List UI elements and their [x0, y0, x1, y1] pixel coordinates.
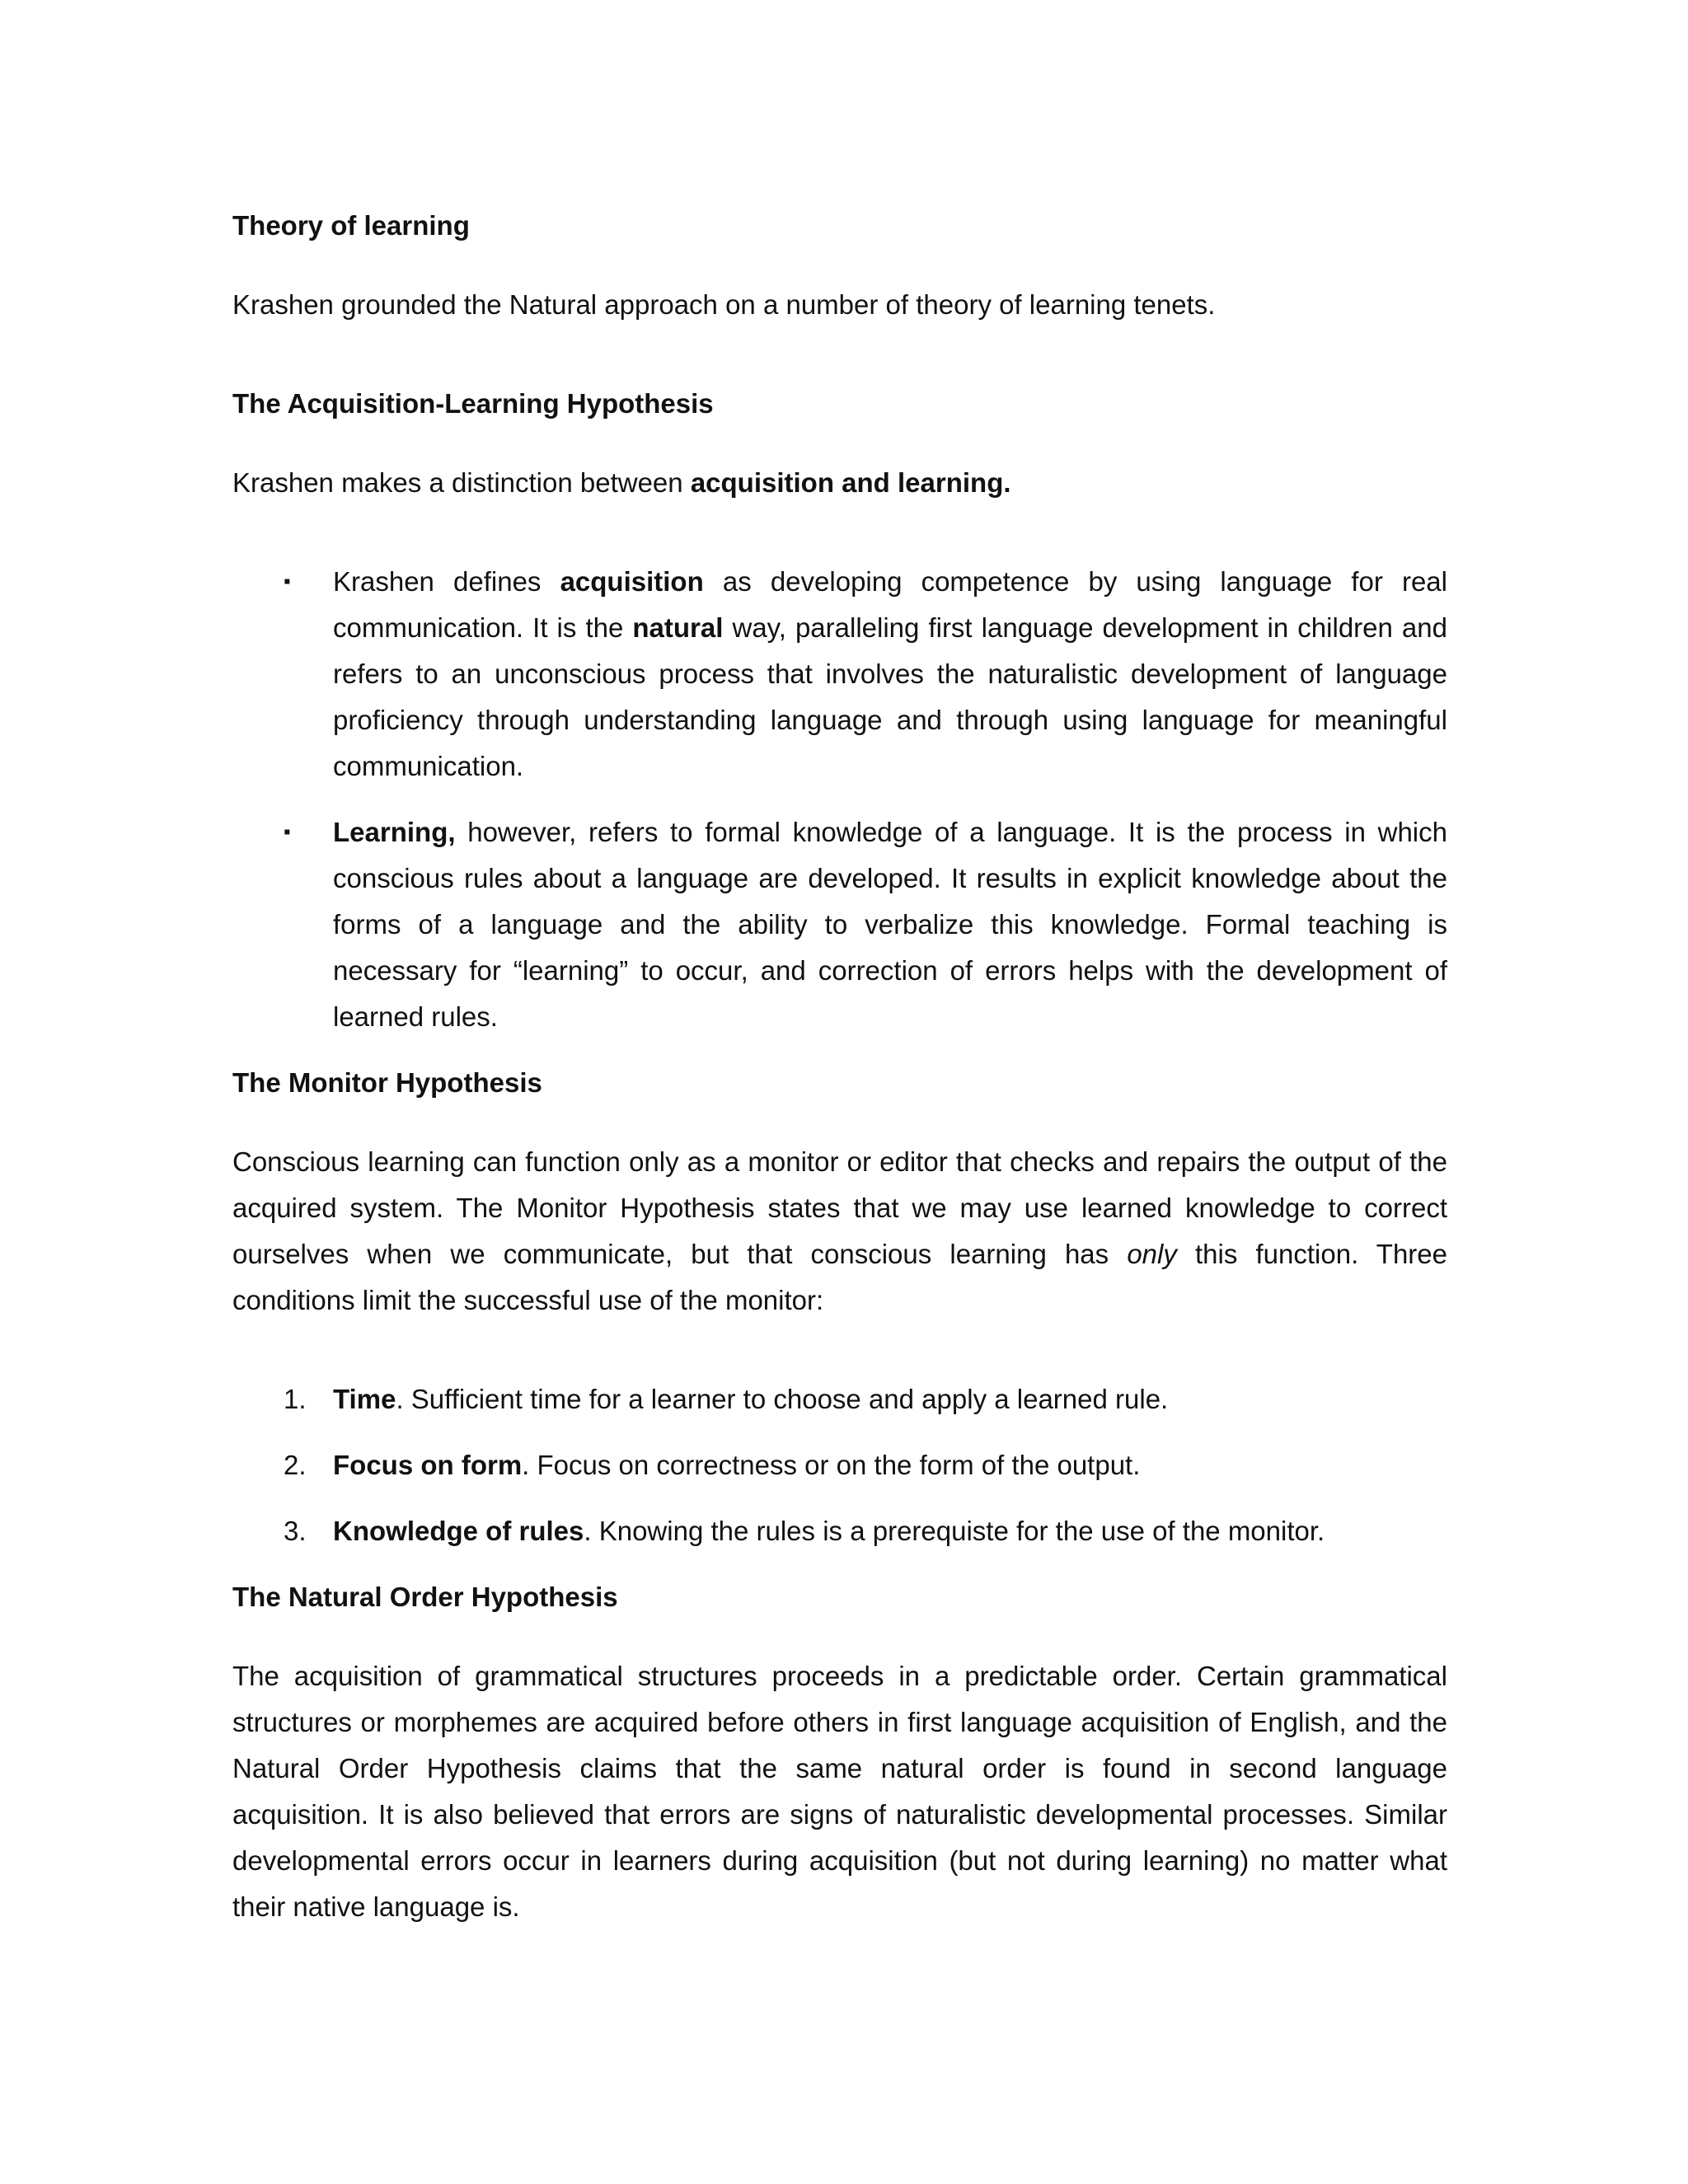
bullet1-mid: as developing competence by using language for real communication. It is the: [333, 566, 1447, 643]
distinction-text: Krashen makes a distinction between: [232, 467, 691, 498]
distinction-bold: acquisition and learning.: [690, 467, 1011, 498]
theory-intro-paragraph: Krashen grounded the Natural approach on a number of theory of learning tenets.: [232, 289, 1216, 320]
list-number: 3.: [284, 1516, 307, 1546]
bullet-learning: [232, 809, 1447, 1040]
acquisition-bullet-list: [232, 559, 1447, 1040]
condition-bold: Focus on form: [333, 1450, 523, 1480]
monitor-text-italic: only: [1127, 1239, 1177, 1269]
condition-bold: Time: [333, 1384, 396, 1414]
heading-natural-order-hypothesis: The Natural Order Hypothesis: [232, 1582, 618, 1612]
square-bullet-icon: ▪: [284, 821, 291, 843]
document-page: [232, 203, 1447, 1930]
bullet1-post: way, paralleling first language development in children and refers to an unconscious process that involves the naturalistic development of language proficiency through understanding language and through using language for meaningful communication.: [333, 612, 1447, 781]
monitor-text-post: this function. Three conditions limit the successful use of the monitor:: [232, 1239, 1448, 1315]
square-bullet-icon: ▪: [284, 570, 291, 593]
condition-focus-on-form: [232, 1442, 1447, 1488]
list-number: 2.: [284, 1450, 307, 1480]
heading-acquisition-learning: The Acquisition-Learning Hypothesis: [232, 388, 714, 419]
condition-text: . Knowing the rules is a prerequiste for the use of the monitor.: [584, 1516, 1325, 1546]
heading-monitor-hypothesis: The Monitor Hypothesis: [232, 1067, 542, 1098]
condition-text: . Focus on correctness or on the form of the output.: [522, 1450, 1141, 1480]
condition-knowledge-of-rules: [232, 1508, 1447, 1554]
heading-theory-of-learning: Theory of learning: [232, 210, 470, 241]
bullet-acquisition: [232, 559, 1447, 790]
monitor-text-pre: Conscious learning can function only as a monitor or editor that checks and repairs the output of the acquired system. The Monitor Hypothesis states that we may use learned knowledge to correct ourselves when we communicate, but that conscious learning has: [232, 1146, 1447, 1269]
monitor-conditions-list: [232, 1376, 1447, 1554]
bullet1-bold-acquisition: acquisition: [560, 566, 704, 597]
bullet1-bold-natural: natural: [632, 612, 724, 643]
bullet2-text: however, refers to formal knowledge of a language. It is the process in which conscious rules about a language are developed. It results in explicit knowledge about the forms of a language and the ability to verbalize this knowledge. Formal teaching is necessary for “learning” to occur, and correction of errors helps with the development of learned rules.: [333, 817, 1447, 1032]
natural-order-paragraph: The acquisition of grammatical structures proceeds in a predictable order. Certain grammatical structures or morphemes are acquired before others in first language acquisition of English, and the Natural Order Hypothesis claims that the same natural order is found in second language acquisition. It is also believed that errors are signs of naturalistic developmental processes. Similar developmental errors occur in learners during acquisition (but not during learning) no matter what their native language is.: [232, 1661, 1447, 1922]
monitor-paragraph: [232, 1139, 1447, 1324]
list-number: 1.: [284, 1384, 307, 1414]
condition-text: . Sufficient time for a learner to choose and apply a learned rule.: [396, 1384, 1169, 1414]
bullet2-bold-learning: Learning,: [333, 817, 456, 847]
bullet1-pre: Krashen defines: [333, 566, 560, 597]
condition-time: [232, 1376, 1447, 1422]
distinction-sentence: [232, 460, 1447, 506]
condition-bold: Knowledge of rules: [333, 1516, 584, 1546]
